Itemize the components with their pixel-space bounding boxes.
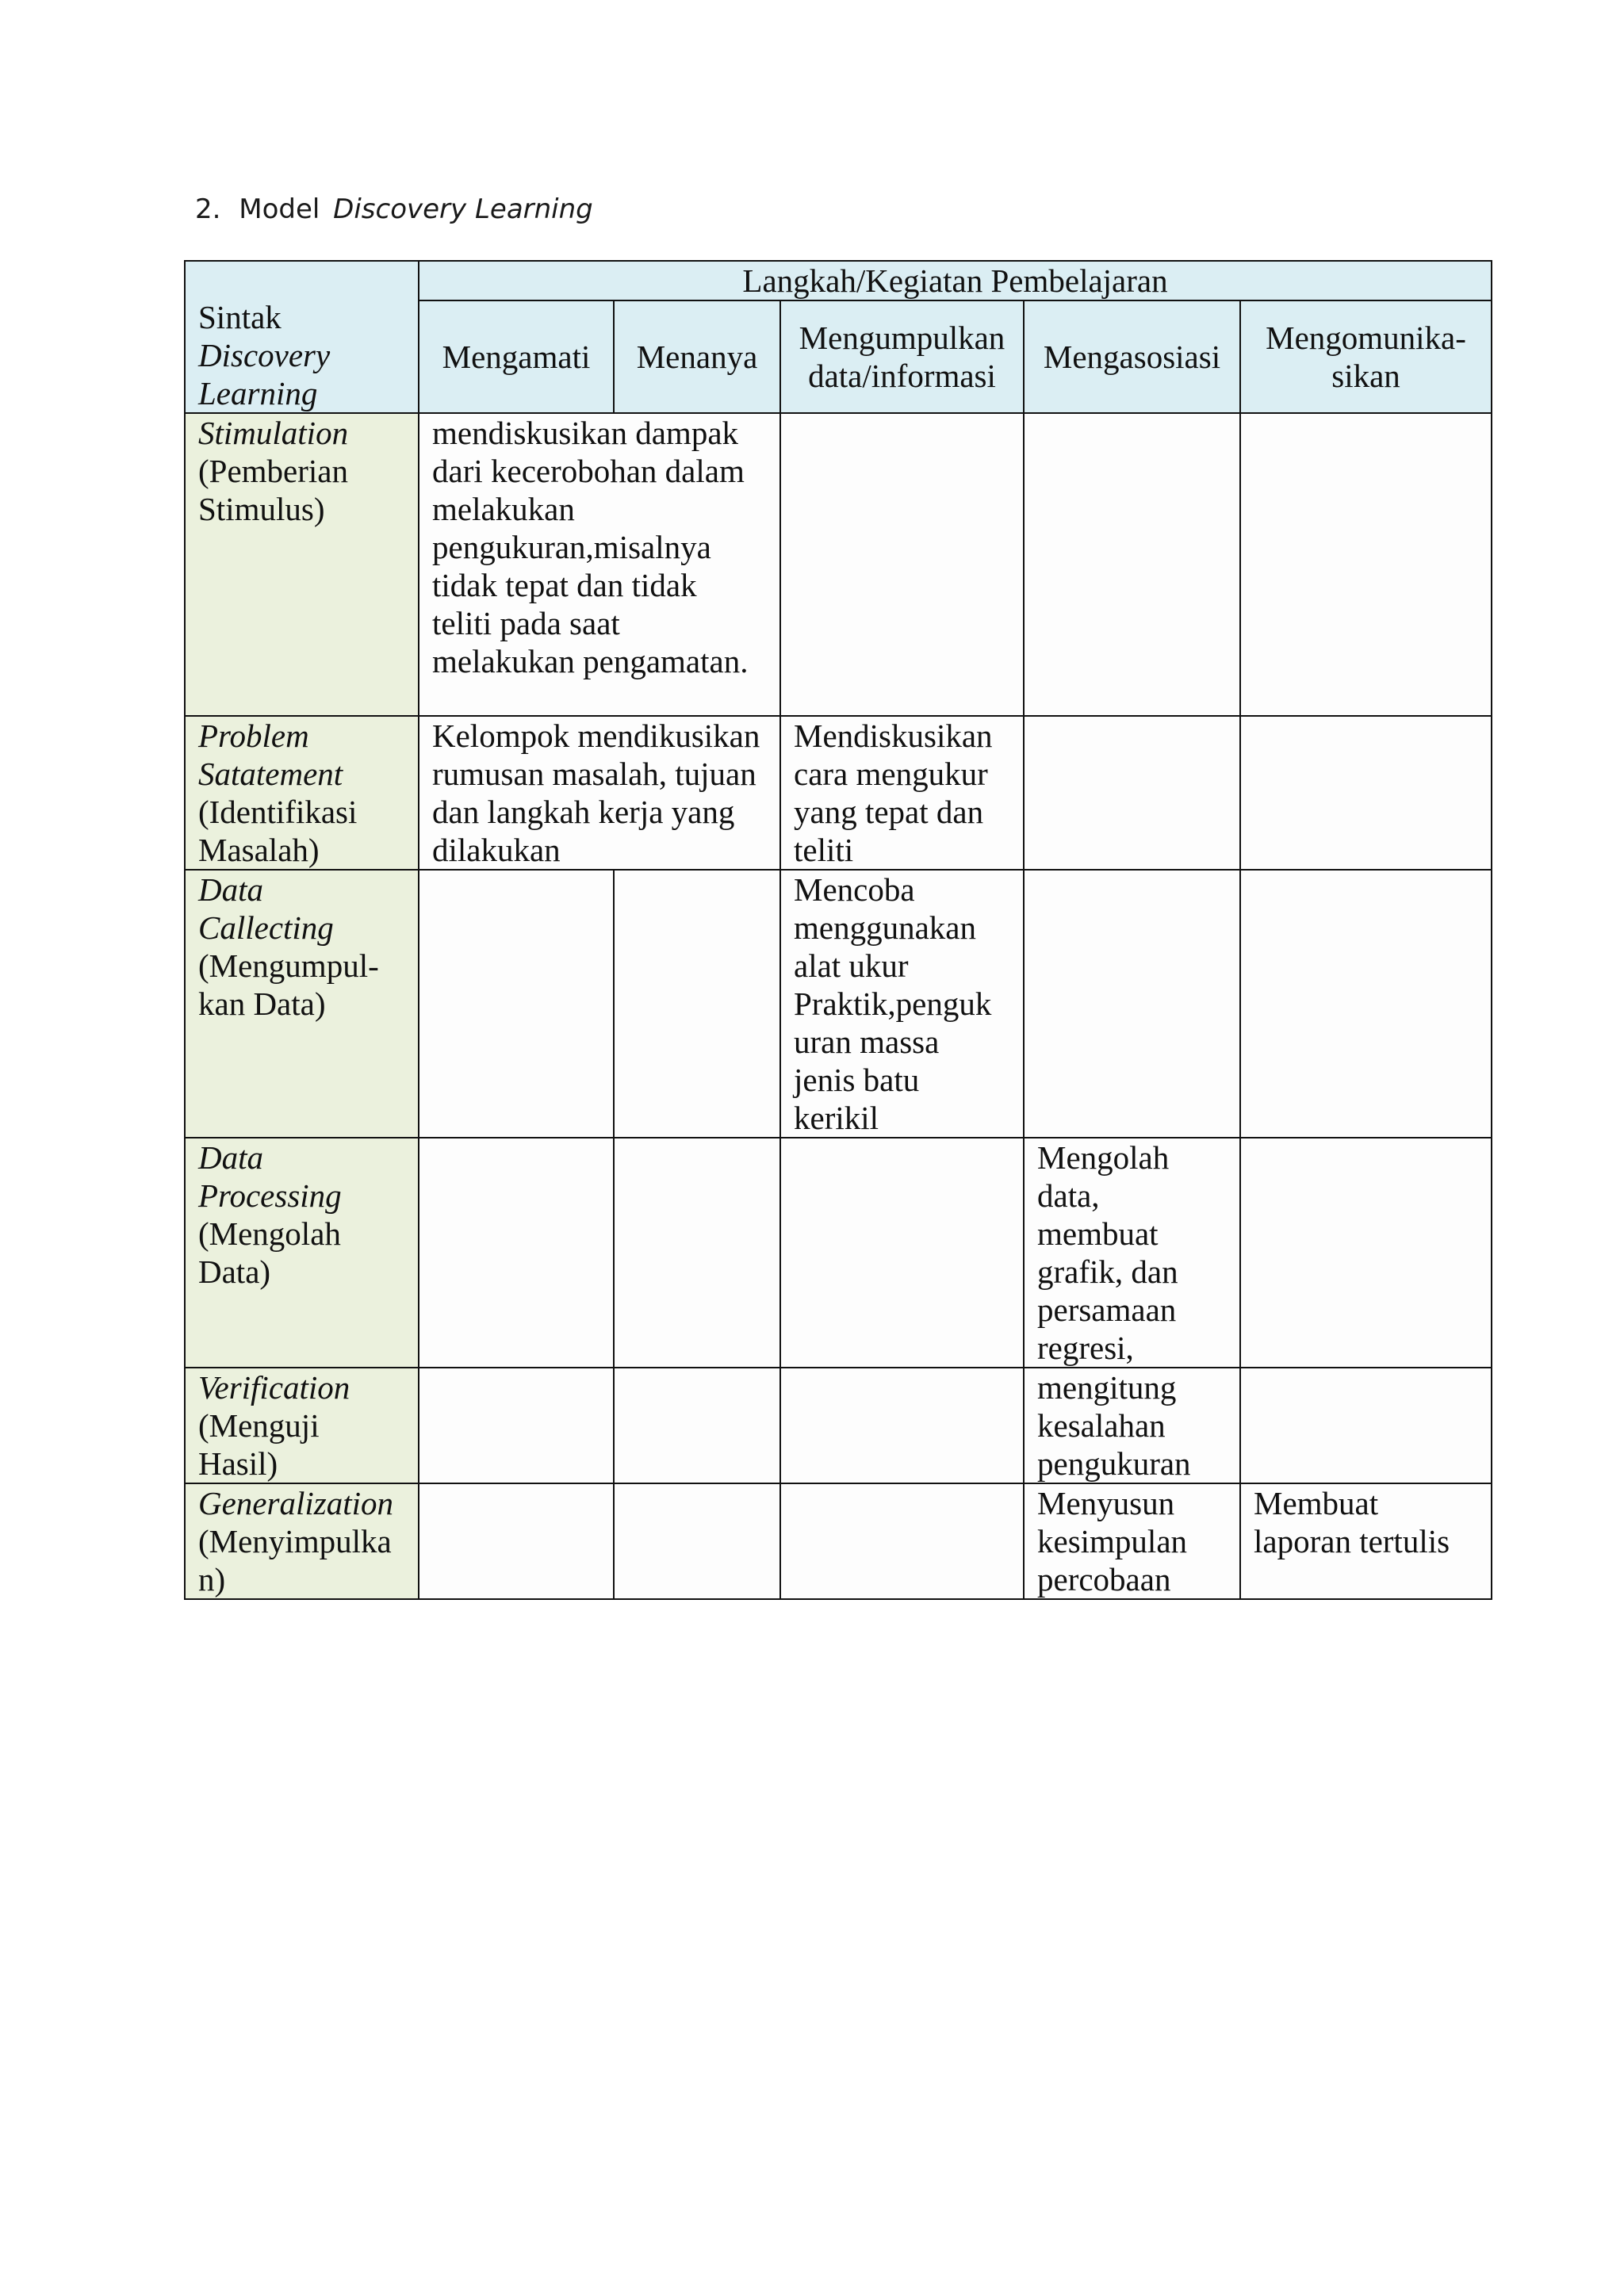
row-sintak-cell (185, 413, 419, 716)
table-row (185, 413, 1492, 716)
cell-collect (780, 1138, 1024, 1368)
cell-ask (614, 870, 780, 1138)
cell-collect (780, 1483, 1024, 1599)
cell-associate (1024, 716, 1240, 870)
cell-collect (780, 1368, 1024, 1483)
row-sintak-cell (185, 1483, 419, 1599)
cell-associate: mengitung kesalahan pengukuran (1024, 1368, 1240, 1483)
cell-associate: Mengolah data, membuat grafik, dan persamaan regresi, (1024, 1138, 1240, 1368)
cell-collect (780, 413, 1024, 716)
cell-observe (419, 1483, 614, 1599)
cell-ask (614, 1368, 780, 1483)
row-sintak-plain: (Mengumpul- kan Data) (198, 947, 379, 1022)
cell-communicate (1240, 1368, 1492, 1483)
table-row (185, 1483, 1492, 1599)
table-row (185, 870, 1492, 1138)
cell-associate (1024, 413, 1240, 716)
row-sintak-plain: (Identifikasi Masalah) (198, 794, 358, 868)
header-sintak-plain: Sintak (198, 299, 282, 335)
header-col-observe: Mengamati (419, 300, 614, 413)
section-heading (195, 193, 593, 225)
table-row (185, 1368, 1492, 1483)
cell-communicate (1240, 1138, 1492, 1368)
header-col-ask: Menanya (614, 300, 780, 413)
row-sintak-plain: (Pemberian Stimulus) (198, 453, 348, 527)
row-sintak-italic: Generalization (198, 1485, 393, 1521)
cell-communicate: Membuat laporan tertulis (1240, 1483, 1492, 1599)
cell-communicate (1240, 716, 1492, 870)
cell-observe (419, 1138, 614, 1368)
header-group: Langkah/Kegiatan Pembelajaran (419, 261, 1492, 300)
header-sintak-italic: Discovery Learning (198, 337, 331, 411)
cell-collect: Mendiskusikan cara mengukur yang tepat dan teliti (780, 716, 1024, 870)
row-sintak-cell (185, 870, 419, 1138)
cell-observe (419, 870, 614, 1138)
row-sintak-italic: Data Callecting (198, 871, 334, 946)
cell-communicate (1240, 413, 1492, 716)
cell-associate: Menyusun kesimpulan percobaan (1024, 1483, 1240, 1599)
header-col-associate: Mengasosiasi (1024, 300, 1240, 413)
section-label: Model (239, 193, 320, 225)
section-number: 2. (195, 193, 221, 225)
header-sintak (185, 261, 419, 413)
cell-communicate (1240, 870, 1492, 1138)
discovery-learning-table (184, 260, 1492, 1600)
cell-ask (614, 1138, 780, 1368)
cell-observe-ask: mendiskusikan dampak dari kecerobohan dalam melakukan pengukuran,misalnya tidak tepat dan tidak teliti pada saat melakukan pengamatan. (419, 413, 780, 716)
row-sintak-italic: Problem Satatement (198, 718, 343, 792)
table-row (185, 716, 1492, 870)
table-row (185, 1138, 1492, 1368)
row-sintak-cell (185, 1368, 419, 1483)
header-col-communicate: Mengomunika- sikan (1240, 300, 1492, 413)
row-sintak-cell (185, 1138, 419, 1368)
row-sintak-italic: Data Processing (198, 1139, 342, 1214)
header-col-collect: Mengumpulkan data/informasi (780, 300, 1024, 413)
row-sintak-italic: Verification (198, 1369, 350, 1406)
cell-ask (614, 1483, 780, 1599)
cell-observe-ask: Kelompok mendikusikan rumusan masalah, tujuan dan langkah kerja yang dilakukan (419, 716, 780, 870)
row-sintak-italic: Stimulation (198, 415, 349, 451)
row-sintak-plain: (Mengolah Data) (198, 1215, 341, 1290)
section-label-italic: Discovery Learning (333, 193, 593, 225)
cell-associate (1024, 870, 1240, 1138)
cell-observe (419, 1368, 614, 1483)
row-sintak-plain: (Menguji Hasil) (198, 1407, 320, 1482)
cell-collect: Mencoba menggunakan alat ukur Praktik,penguk uran massa jenis batu kerikil (780, 870, 1024, 1138)
row-sintak-plain: (Menyimpulka n) (198, 1523, 392, 1598)
row-sintak-cell (185, 716, 419, 870)
